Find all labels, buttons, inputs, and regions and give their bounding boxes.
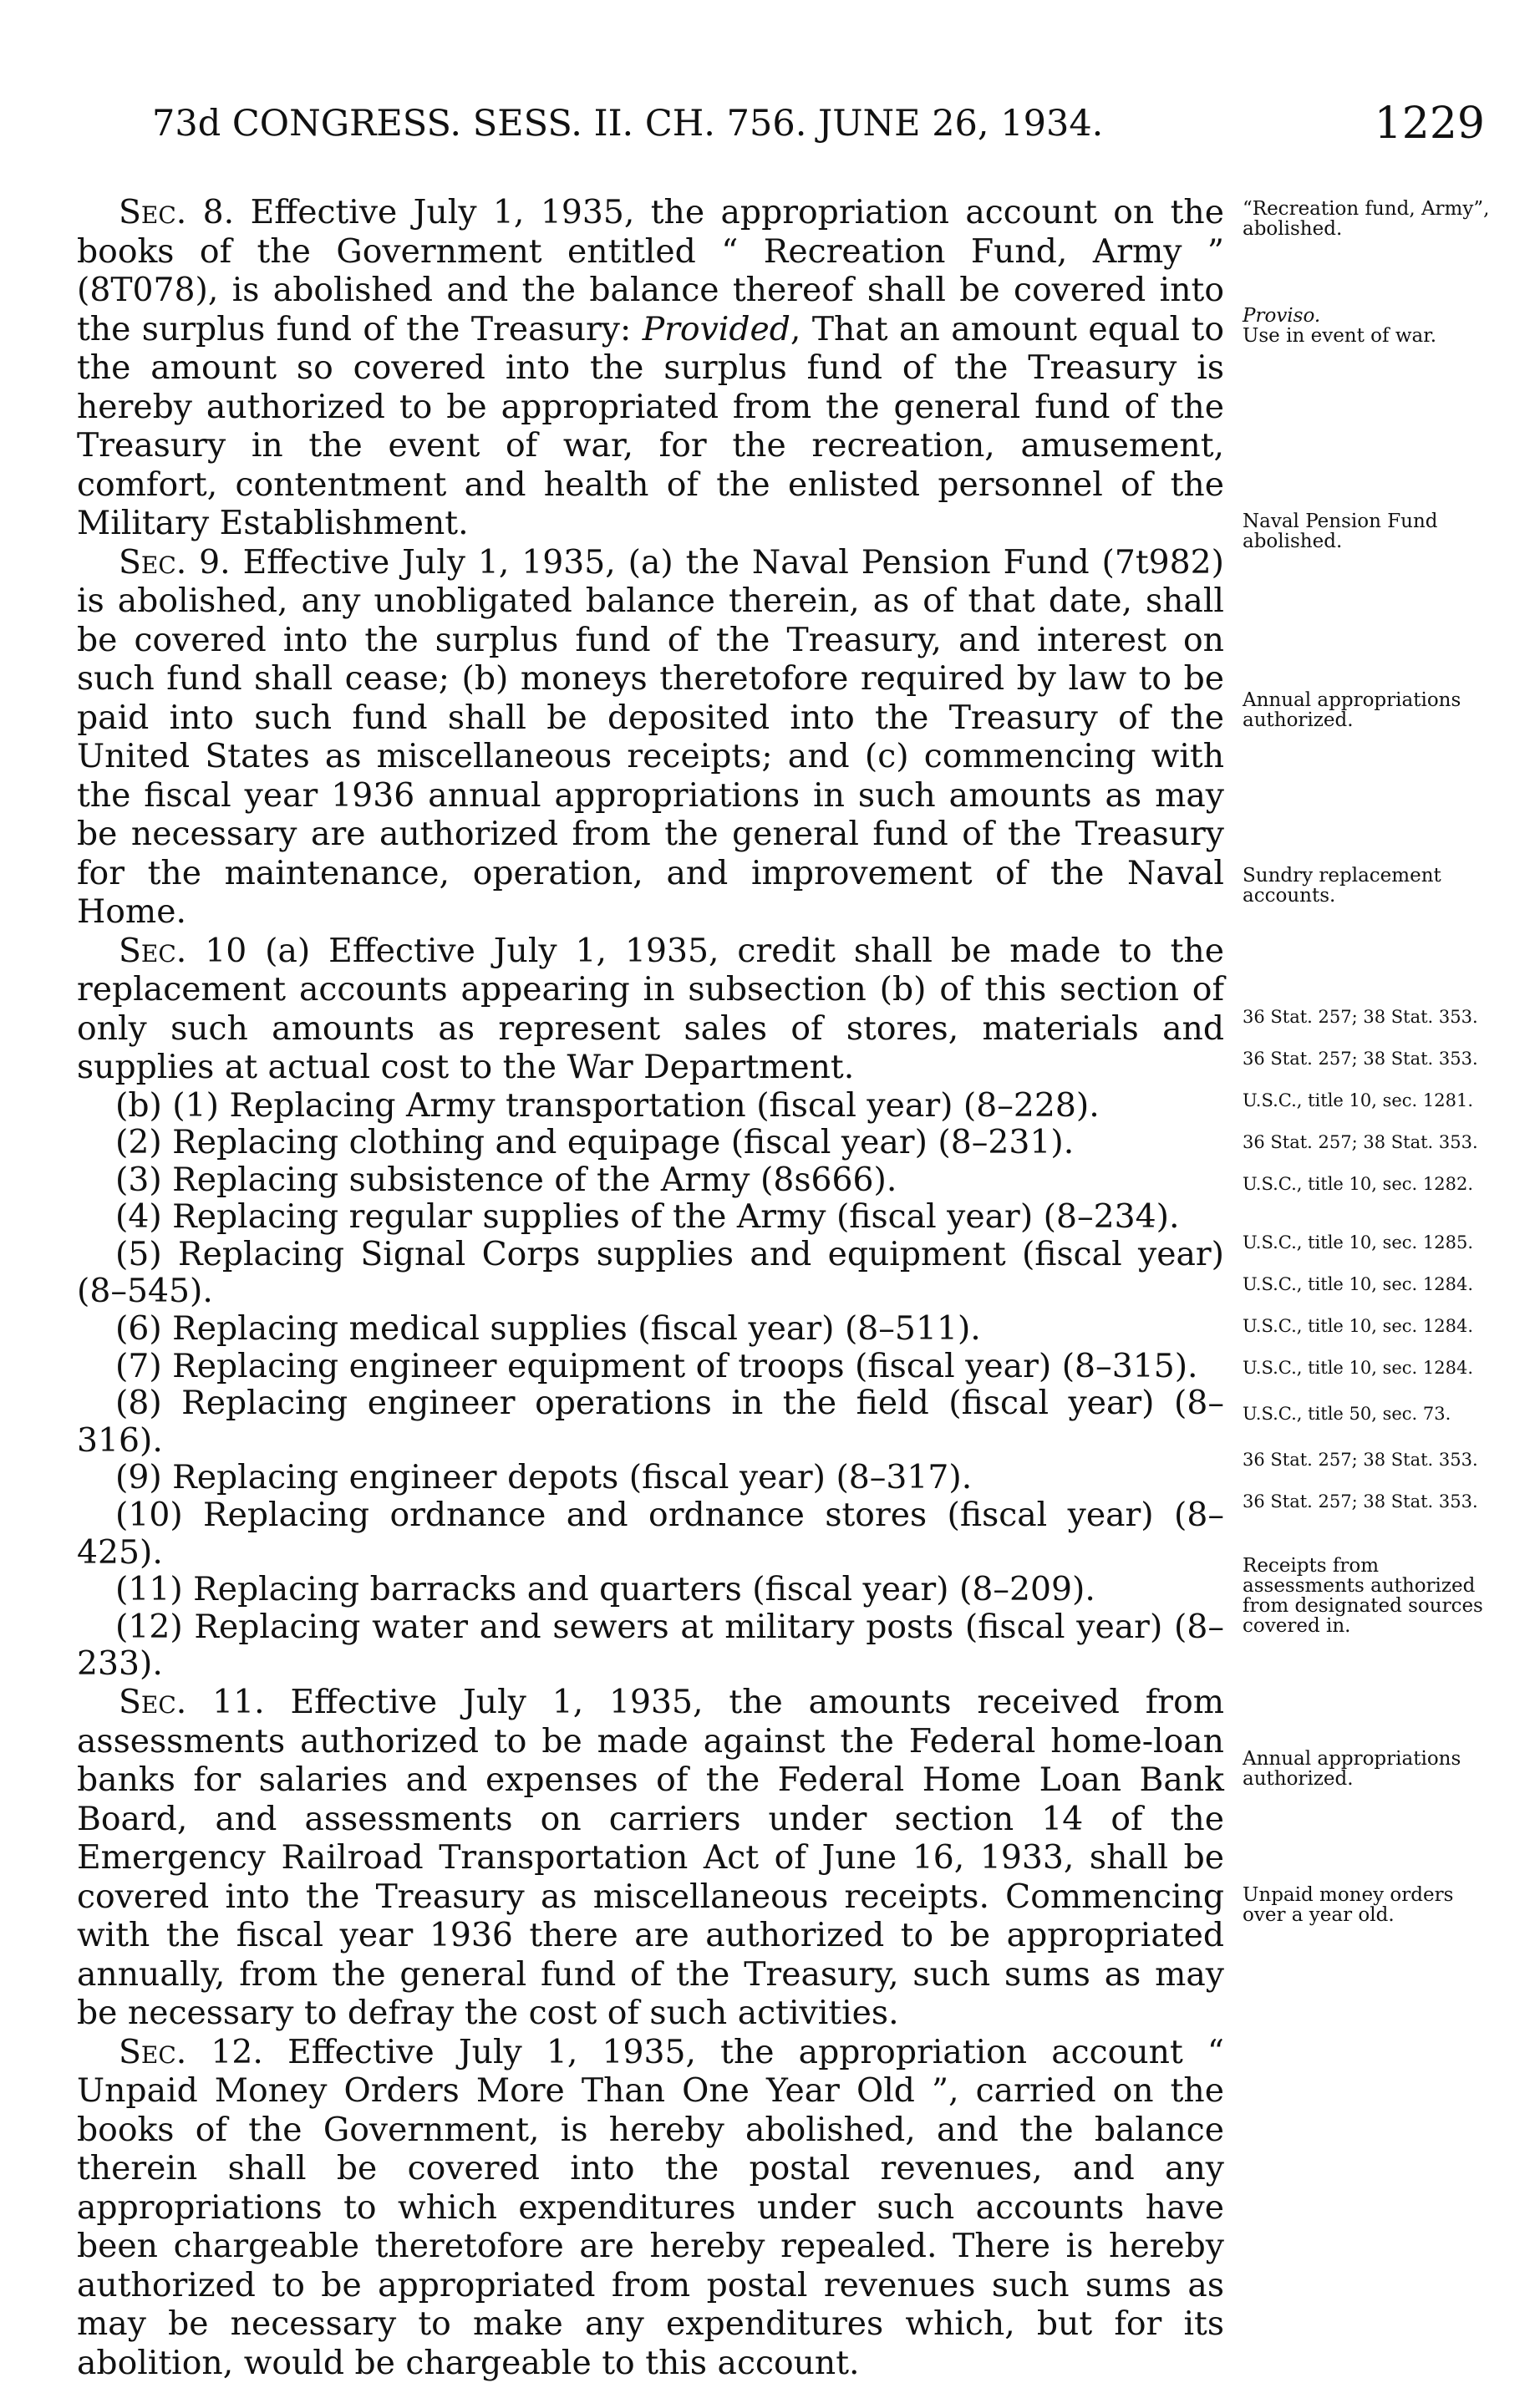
- list-item: (12) Replacing water and sewers at military posts (fiscal year) (8–233).: [77, 1609, 1224, 1684]
- list-item: (2) Replacing clothing and equipage (fiscal year) (8–231).: [77, 1125, 1224, 1162]
- citation: 36 Stat. 257; 38 Stat. 353.: [1243, 1491, 1493, 1512]
- list-item: (4) Replacing regular supplies of the Army (fiscal year) (8–234).: [77, 1199, 1224, 1237]
- list-item: (11) Replacing barracks and quarters (fiscal year) (8–209).: [77, 1572, 1224, 1609]
- list-item: (b) (1) Replacing Army transportation (fiscal year) (8–228).: [77, 1088, 1224, 1125]
- citation: U.S.C., title 10, sec. 1282.: [1243, 1174, 1493, 1194]
- citation: U.S.C., title 10, sec. 1281.: [1243, 1090, 1493, 1110]
- margin-note-proviso: [1243, 306, 1502, 346]
- citation: U.S.C., title 50, sec. 73.: [1243, 1404, 1493, 1424]
- citation: 36 Stat. 257; 38 Stat. 353.: [1243, 1007, 1493, 1027]
- section-8-text-b: , That an amount equal to the amount so covered into the surplus fund of the Treasury is hereby authorized to be appropriated from the general fund of the Treasury in the event of war, for the recreation, amusement, comfort, contentment and health of the enlisted personnel of the Military Establishment.: [77, 311, 1224, 543]
- margin-note-receipts: Receipts from assessments authorized from designated sources covered in.: [1243, 1556, 1502, 1636]
- section-10-label: Sec. 10: [119, 932, 247, 970]
- section-11-text: Effective July 1, 1935, the amounts received from assessments authorized to be made against the Federal home-loan banks for salaries and expenses of the Federal Home Loan Bank Board, and assessments on carriers under section 14 of the Emergency Railroad Transportation Act of June 16, 1933, shall be covered into the Treasury as miscellaneous receipts. Commencing with the fiscal year 1936 there are authorized to be appropriated annually, from the general fund of the Treasury, such sums as may be necessary to defray the cost of such activities.: [77, 1684, 1224, 2032]
- margin-note-annual-appropriations: Annual appropriations authorized.: [1243, 690, 1502, 730]
- section-12-text: Effective July 1, 1935, the appropriation account “ Unpaid Money Orders More Than One Year Old ”, carried on the books of the Government, is hereby abolished, and the balance therein shall be covered into the postal revenues, and any appropriations to which expenditures under such accounts have been chargeable theretofore are hereby repealed. There is hereby authorized to be appropriated from postal revenues such sums as may be necessary to make any expenditures which, but for its abolition, would be chargeable to this account.: [77, 2034, 1224, 2382]
- proviso-text: Use in event of war.: [1243, 326, 1502, 346]
- running-head: 73d CONGRESS. SESS. II. CH. 756. JUNE 26, 1934.: [152, 99, 1103, 149]
- provided-word: Provided: [643, 311, 790, 348]
- section-9-label: Sec. 9.: [119, 544, 231, 582]
- margin-note-naval-pension: Naval Pension Fund abolished.: [1243, 511, 1502, 551]
- section-12-label: Sec. 12.: [119, 2034, 263, 2071]
- list-item: (9) Replacing engineer depots (fiscal year) (8–317).: [77, 1460, 1224, 1497]
- citation: U.S.C., title 10, sec. 1284.: [1243, 1274, 1493, 1294]
- list-item: (8) Replacing engineer operations in the field (fiscal year) (8–316).: [77, 1385, 1224, 1460]
- page-header: [152, 99, 1485, 149]
- margin-note-sundry-replacement: Sundry replacement accounts.: [1243, 866, 1502, 906]
- proviso-label: Proviso.: [1243, 306, 1502, 326]
- margin-note-recreation-fund: “Recreation fund, Army”, abolished.: [1243, 199, 1502, 239]
- section-10: [77, 932, 1224, 1088]
- list-item: (10) Replacing ordnance and ordnance stores (fiscal year) (8–425).: [77, 1497, 1224, 1572]
- section-10-text: (a) Effective July 1, 1935, credit shall be made to the replacement accounts appearing in subsection (b) of this section of only such amounts as represent sales of stores, materials and supplies at actual cost to the War Department.: [77, 932, 1224, 1087]
- replacement-accounts-list: [77, 1088, 1224, 1684]
- list-item: (6) Replacing medical supplies (fiscal year) (8–511).: [77, 1311, 1224, 1349]
- section-11-label: Sec. 11.: [119, 1684, 265, 1721]
- section-8-label: Sec. 8.: [119, 194, 234, 231]
- citation: U.S.C., title 10, sec. 1284.: [1243, 1358, 1493, 1378]
- citation: U.S.C., title 10, sec. 1284.: [1243, 1316, 1493, 1336]
- citation: 36 Stat. 257; 38 Stat. 353.: [1243, 1049, 1493, 1069]
- section-12: [77, 2034, 1224, 2383]
- section-9: [77, 544, 1224, 932]
- margin-note-annual-appropriations-2: Annual appropriations authorized.: [1243, 1749, 1502, 1789]
- citation: 36 Stat. 257; 38 Stat. 353.: [1243, 1132, 1493, 1152]
- list-item: (7) Replacing engineer equipment of troops (fiscal year) (8–315).: [77, 1349, 1224, 1386]
- list-item: (3) Replacing subsistence of the Army (8s666).: [77, 1162, 1224, 1200]
- section-8: [77, 194, 1224, 544]
- citation: U.S.C., title 10, sec. 1285.: [1243, 1232, 1493, 1252]
- main-text: [77, 194, 1224, 2383]
- list-item: (5) Replacing Signal Corps supplies and equipment (fiscal year) (8–545).: [77, 1237, 1224, 1311]
- citation: 36 Stat. 257; 38 Stat. 353.: [1243, 1450, 1493, 1470]
- section-9-text: Effective July 1, 1935, (a) the Naval Pension Fund (7t982) is abolished, any unobligated balance therein, as of that date, shall be covered into the surplus fund of the Treasury, and interest on such fund shall cease; (b) moneys theretofore required by law to be paid into such fund shall be deposited into the Treasury of the United States as miscellaneous receipts; and (c) commencing with the fiscal year 1936 annual appropriations in such amounts as may be necessary are authorized from the general fund of the Treasury for the maintenance, operation, and improvement of the Naval Home.: [77, 544, 1224, 932]
- section-11: [77, 1684, 1224, 2034]
- page-number: 1229: [1375, 99, 1485, 149]
- margin-note-unpaid-money-orders: Unpaid money orders over a year old.: [1243, 1885, 1502, 1925]
- section-8-text-a: Effective July 1, 1935, the appropriation account on the books of the Government entitled “ Recreation Fund, Army ” (8T078), is abolished and the balance thereof shall be covered into the surplus fund of the Treasury:: [77, 194, 1224, 348]
